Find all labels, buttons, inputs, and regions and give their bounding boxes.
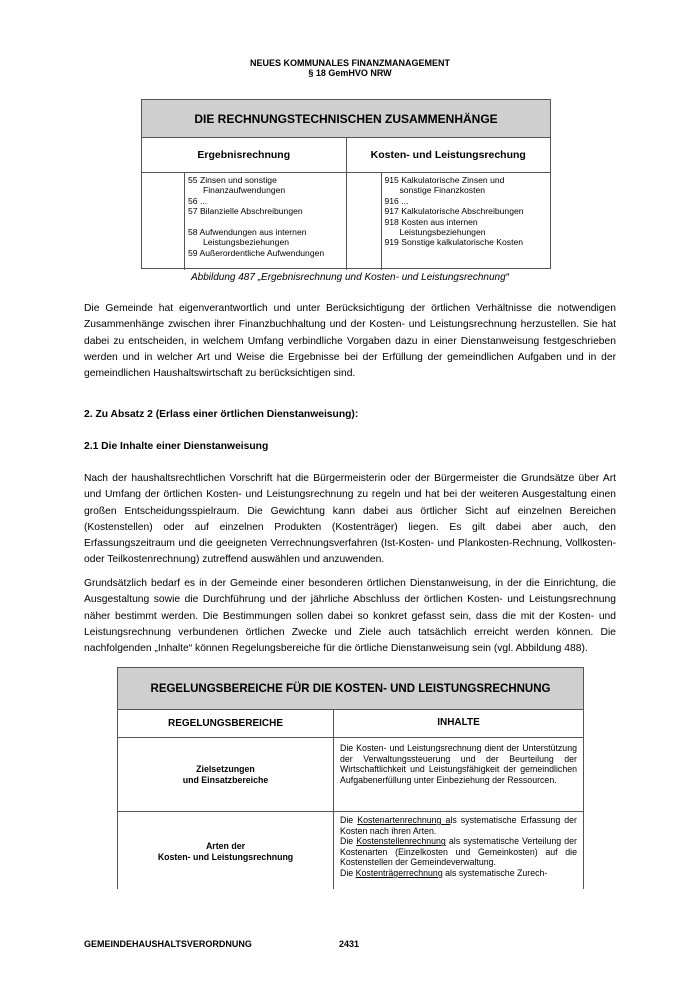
list-item: 59 Außerordentliche Aufwendungen bbox=[188, 247, 325, 258]
list-item: sonstige Finanzkosten bbox=[399, 185, 486, 196]
row2-area-line1: Arten der bbox=[205, 841, 246, 851]
term-cost-unit-accounting: Kostenträgerrechnung bbox=[355, 867, 443, 878]
row1-area-line2: und Einsatzbereiche bbox=[182, 774, 269, 785]
header-title: NEUES KOMMUNALES FINANZMANAGEMENT bbox=[250, 58, 450, 68]
paragraph-3: Grundsätzlich bedarf es in der Gemeinde einer besonderen örtlichen Dienstanweisung, in der die Einrichtung, die Ausgestaltung sowie die Durchführung und der jährliche Abschluss der örtlichen Kosten- und Leistungsrechnung näher bestimmt werden. Die Bestimmungen sollen dabei so konkret gefasst sein, dass die mit der Kosten- und Leistungsrechnung verbundenen örtlichen Zwecke und Ziele auch tatsächlich erreicht werden können. Die nachfolgenden „Inhalte“ können Regelungsbereiche für die örtliche Dienstanweisung sein (vgl. Abbildung 488). bbox=[84, 578, 616, 655]
row1-content: Die Kosten- und Leistungsrechnung dient der Unterstützung der Verwaltungssteuerung und der Beurteilung der Wirtschaftlichkeit und Leistungsfähigkeit der gemeindlichen Aufgabenerfüllung unter Einbeziehung der Ressourcen. bbox=[340, 743, 577, 785]
list-item: 917 Kalkulatorische Abschreibungen bbox=[384, 206, 524, 217]
table-accounting-relations bbox=[141, 99, 551, 269]
list-item: Leistungsbeziehungen bbox=[203, 237, 290, 248]
table2-head-areas: REGELUNGSBEREICHE bbox=[118, 710, 334, 737]
row1-area-line1: Zielsetzungen bbox=[196, 763, 255, 774]
list-item: Leistungsbeziehungen bbox=[399, 227, 486, 238]
list-item: 915 Kalkulatorische Zinsen und bbox=[384, 175, 505, 185]
table-row bbox=[118, 738, 583, 812]
paragraph-2: Nach der haushaltsrechtlichen Vorschrift hat die Bürgermeisterin oder der Bürgermeister die Grundsätze über Art und Umfang der örtlichen Kosten- und Leistungsrechnung zu regeln und hat bei der weiteren Ausgestaltung einen großen Entscheidungsspielraum. Die Gewichtung kann dabei aus örtlicher Sicht auf einzelnen Bereichen (Kostenstellen) oder auf einzelnen Produkten (Kostenträger) liegen. Es gilt dabei aber auch, den Erfassungszeitraum und die geeigneten Verrechnungsverfahren (Ist-Kosten- und Plankosten-Rechnung, Vollkosten- oder Teilkostenrechnung) zutreffend auswählen und anzuwenden. bbox=[84, 473, 616, 566]
header-section: § 18 GemHVO NRW bbox=[308, 68, 392, 78]
term-cost-center-accounting: Kostenstellenrechnung bbox=[356, 836, 446, 847]
page-number: 2431 bbox=[339, 939, 360, 949]
row2-area-line2: Kosten- und Leistungsrechnung bbox=[157, 852, 294, 862]
figure-caption-487: Abbildung 487 „Ergebnisrechnung und Kosten- und Leistungsrechnung“ bbox=[190, 272, 509, 283]
table1-left-head: Ergebnisrechnung bbox=[142, 138, 347, 172]
table-regulation-areas bbox=[117, 667, 584, 889]
list-item: Finanzaufwendungen bbox=[203, 185, 286, 196]
section-heading-2: 2. Zu Absatz 2 (Erlass einer örtlichen Dienstanweisung): bbox=[84, 409, 359, 420]
row2-content: Die Kostenartenrechnung als systematische Erfassung der Kosten nach ihren Arten. Die Kostenstellenrechnung als systematische Verteilung der Kostenarten (Einzelkosten und Gemeinkosten) auf die Kostenstellen der Gemeindeverwaltung. Die Kostenträgerrechnung als systematische Zurech- bbox=[340, 815, 577, 878]
list-item: 918 Kosten aus internen bbox=[384, 216, 478, 227]
list-item: 55 Zinsen und sonstige bbox=[188, 175, 277, 185]
list-item: 58 Aufwendungen aus internen bbox=[188, 227, 307, 238]
table1-left-column bbox=[142, 173, 347, 270]
list-item: 56 ... bbox=[188, 195, 208, 206]
paragraph-1: Die Gemeinde hat eigenverantwortlich und unter Berücksichtigung der örtlichen Verhältnisse die notwendigen Zusammenhänge zwischen ihrer Finanzbuchhaltung und der Kosten- und Leistungsrechnung herzustellen. Sie hat dabei zu entscheiden, in welchem Umfang verbindliche Vorgaben dazu in einer Dienstanweisung festgeschrieben werden und in welcher Art und Weise die Ergebnisse bei der Erfüllung der gemeindlichen Aufgaben und in der gemeindlichen Haushaltswirtschaft zu berücksichtigen sind. bbox=[84, 303, 616, 380]
table1-title: DIE RECHNUNGSTECHNISCHEN ZUSAMMENHÄNGE bbox=[142, 100, 550, 138]
footer-title: GEMEINDEHAUSHALTSVERORDNUNG bbox=[84, 939, 252, 949]
list-item: 57 Bilanzielle Abschreibungen bbox=[188, 206, 303, 217]
table2-head-contents: INHALTE bbox=[437, 717, 480, 729]
table1-right-column bbox=[347, 173, 551, 270]
list-item: 916 ... bbox=[384, 195, 409, 206]
table-row bbox=[118, 812, 583, 889]
term-cost-type-accounting: Kostenartenrechnung a bbox=[357, 815, 451, 825]
table2-title: REGELUNGSBEREICHE FÜR DIE KOSTEN- UND LEISTUNGSRECHNUNG bbox=[118, 668, 583, 710]
list-item: 919 Sonstige kalkulatorische Kosten bbox=[384, 237, 524, 248]
table1-right-head: Kosten- und Leistungsrechung bbox=[370, 149, 526, 161]
section-heading-2-1: 2.1 Die Inhalte einer Dienstanweisung bbox=[84, 441, 269, 452]
